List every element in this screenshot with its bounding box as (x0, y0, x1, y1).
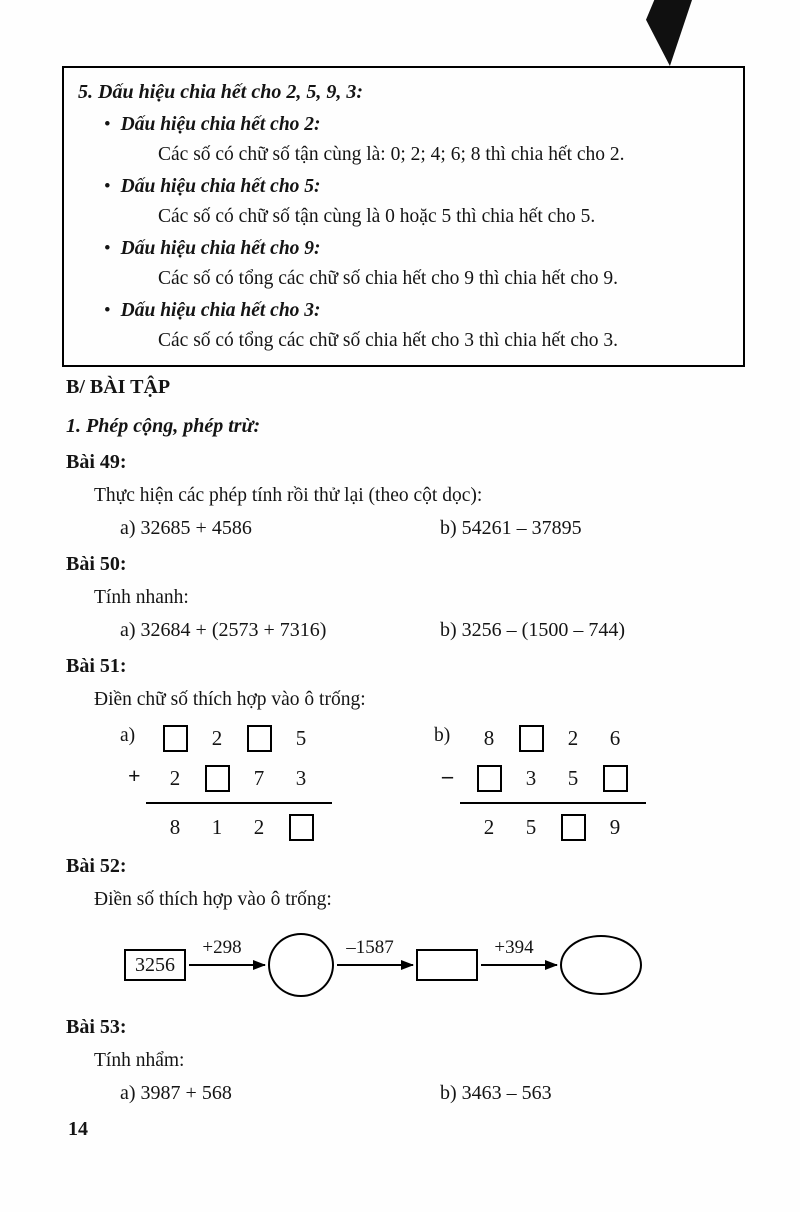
scan-artifact (646, 0, 692, 66)
part-heading: B/ BÀI TẬP (66, 376, 171, 398)
digit: 2 (483, 814, 495, 839)
exercise-prompt-51: Điền chữ số thích hợp vào ô trống: (94, 689, 366, 710)
exercise-label-53: Bài 53: (66, 1016, 127, 1038)
blank-box (477, 765, 502, 792)
subtraction-result-row (468, 810, 636, 844)
blank-box (603, 765, 628, 792)
exercise-items-50 (66, 617, 800, 644)
exercises-section (66, 374, 800, 1107)
rule-heading: Dấu hiệu chia hết cho 2: (120, 114, 321, 135)
blank-box (561, 814, 586, 841)
exercise-prompt-49: Thực hiện các phép tính rồi thử lại (theo cột dọc): (94, 485, 483, 506)
digit: 8 (483, 725, 495, 750)
arrow-label: +298 (202, 937, 242, 959)
subsection-heading: 1. Phép cộng, phép trừ: (66, 415, 261, 437)
item-b: b) 3256 – (1500 – 744) (440, 619, 625, 641)
arrow-label: +394 (494, 937, 534, 959)
box-title: 5. Dấu hiệu chia hết cho 2, 5, 9, 3: (78, 81, 364, 103)
exercise-items-49 (66, 515, 800, 542)
answer-ellipse (560, 935, 642, 995)
bullet-icon: • (104, 114, 111, 135)
addition-row-1 (154, 721, 322, 755)
addition-puzzle (128, 721, 322, 844)
answer-circle (268, 933, 334, 997)
subtraction-row-1 (468, 721, 636, 755)
digit-puzzles (66, 721, 800, 844)
exercise-prompt-50: Tính nhanh: (94, 587, 189, 608)
arrow (189, 937, 265, 967)
arrow-label: –1587 (346, 937, 394, 959)
blank-box (519, 725, 544, 752)
exercise-label-52: Bài 52: (66, 855, 127, 877)
bullet-icon: • (104, 238, 111, 259)
digit: 6 (609, 725, 621, 750)
subtraction-puzzle (442, 721, 636, 844)
digit: 7 (253, 765, 265, 790)
rule-body: Các số có chữ số tận cùng là 0 hoặc 5 thì chia hết cho 5. (158, 206, 596, 227)
page-number: 14 (68, 1118, 88, 1140)
digit: 2 (253, 814, 265, 839)
digit: 3 (525, 765, 537, 790)
digit: 9 (609, 814, 621, 839)
item-a: a) 3987 + 568 (120, 1082, 232, 1104)
digit: 2 (169, 765, 181, 790)
rule-heading: Dấu hiệu chia hết cho 3: (120, 300, 321, 321)
arrow (481, 937, 557, 967)
bullet-icon: • (104, 300, 111, 321)
blank-box (247, 725, 272, 752)
minus-operator: – (442, 763, 453, 788)
puzzle-b-label: b) (434, 725, 451, 746)
rule-item (78, 112, 737, 167)
digit: 5 (567, 765, 579, 790)
rule-item (78, 298, 737, 353)
rule-body: Các số có chữ số tận cùng là: 0; 2; 4; 6; 8 thì chia hết cho 2. (158, 144, 625, 165)
exercise-items-53 (66, 1080, 800, 1107)
digit: 2 (567, 725, 579, 750)
item-a: a) 32684 + (2573 + 7316) (120, 619, 327, 641)
answer-box (416, 949, 478, 981)
rule-body: Các số có tổng các chữ số chia hết cho 3 thì chia hết cho 3. (158, 330, 619, 351)
rule-body: Các số có tổng các chữ số chia hết cho 9 thì chia hết cho 9. (158, 268, 619, 289)
rule-item (78, 174, 737, 229)
exercise-prompt-53: Tính nhẩm: (94, 1050, 185, 1071)
item-b: b) 3463 – 563 (440, 1082, 552, 1104)
digit: 5 (295, 725, 307, 750)
digit: 8 (169, 814, 181, 839)
exercise-label-51: Bài 51: (66, 655, 127, 677)
addition-result-row (154, 810, 322, 844)
divisibility-rules-box (62, 66, 745, 367)
arrow (337, 937, 413, 967)
item-a: a) 32685 + 4586 (120, 517, 252, 539)
puzzle-a-label: a) (120, 725, 136, 746)
sum-line (146, 802, 332, 804)
digit: 5 (525, 814, 537, 839)
start-value-box: 3256 (124, 949, 186, 981)
addition-row-2 (154, 761, 322, 795)
plus-operator: + (128, 763, 141, 788)
bullet-icon: • (104, 176, 111, 197)
blank-box (205, 765, 230, 792)
rule-item (78, 236, 737, 291)
rule-heading: Dấu hiệu chia hết cho 5: (120, 176, 321, 197)
digit: 2 (211, 725, 223, 750)
digit: 1 (211, 814, 223, 839)
exercise-label-50: Bài 50: (66, 553, 127, 575)
number-chain-diagram (124, 925, 800, 1005)
exercise-prompt-52: Điền số thích hợp vào ô trống: (94, 889, 332, 910)
exercise-label-49: Bài 49: (66, 451, 127, 473)
subtraction-row-2 (468, 761, 636, 795)
difference-line (460, 802, 646, 804)
blank-box (163, 725, 188, 752)
digit: 3 (295, 765, 307, 790)
rule-heading: Dấu hiệu chia hết cho 9: (120, 238, 321, 259)
item-b: b) 54261 – 37895 (440, 517, 582, 539)
blank-box (289, 814, 314, 841)
